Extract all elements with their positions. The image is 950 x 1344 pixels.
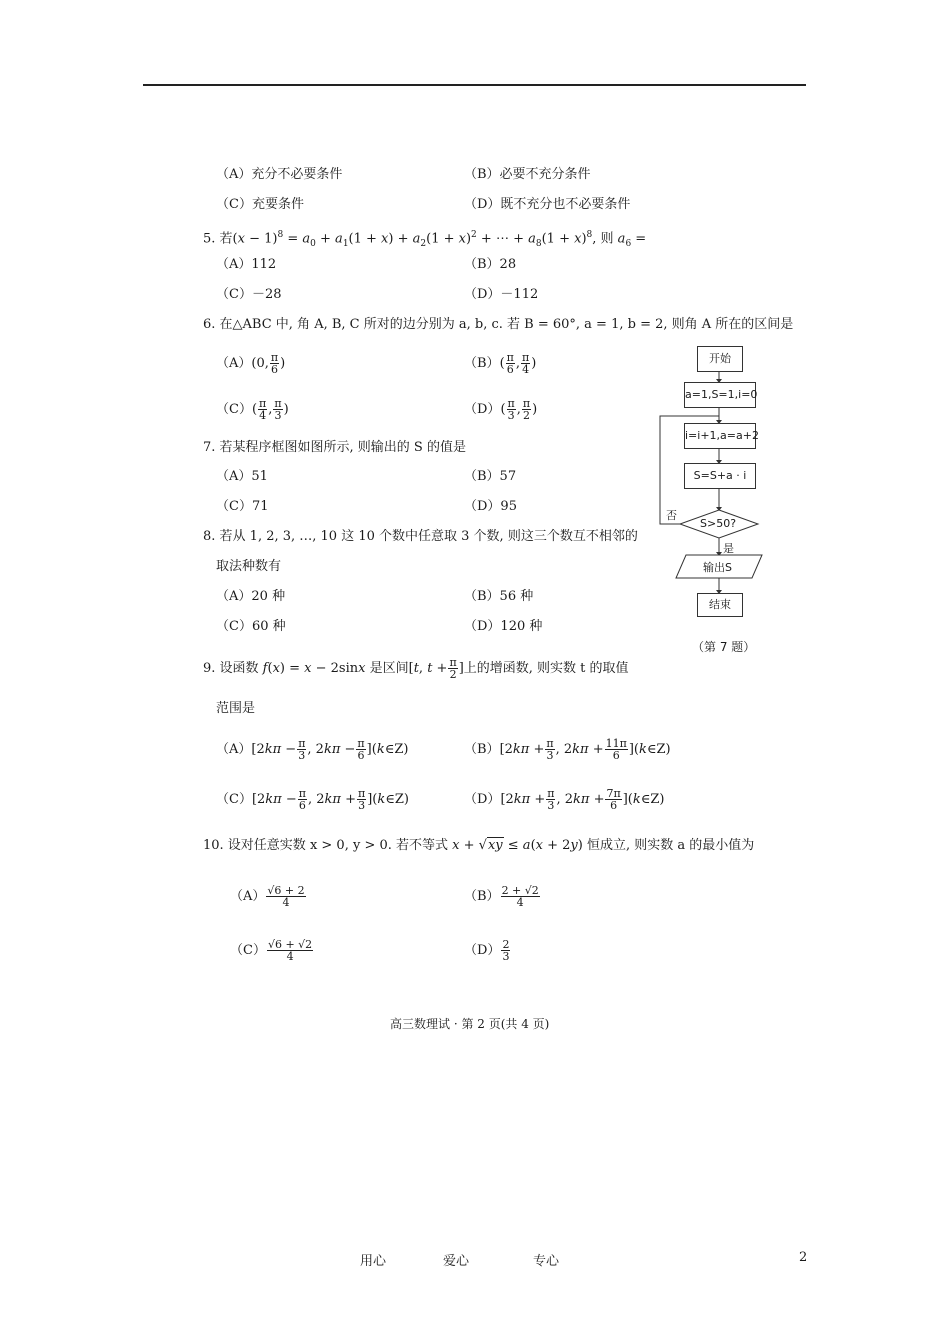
q8-question-line2: 取法种数有 bbox=[216, 559, 282, 574]
q6-question: 6. 在△ABC 中, 角 A, B, C 所对的边分别为 a, b, c. 若 B = 60°, a = 1, b = 2, 则角 A 所在的区间是 bbox=[203, 317, 794, 332]
q5-option-b: （B）28 bbox=[464, 257, 517, 272]
q9-option-a-label: （A） bbox=[216, 742, 252, 757]
q9-option-b: （B）[2kπ + $\frac{\pi}{3}$ , 2kπ + $\frac{11\pi}{6}$ ](k∈Z) bbox=[464, 737, 671, 762]
q6-option-d-label: （D） bbox=[464, 402, 501, 417]
q7-option-c: （C）71 bbox=[216, 499, 269, 514]
q8-option-d: （D）120 种 bbox=[464, 619, 543, 634]
q6-option-b: （B）( $\frac{\pi}{6}$ , $\frac{\pi}{4}$ ) bbox=[464, 351, 537, 376]
bottom-word-3: 专心 bbox=[533, 1254, 560, 1269]
q10-suffix: 恒成立, 则实数 a 的最小值为 bbox=[582, 838, 755, 853]
q7-option-b: （B）57 bbox=[464, 469, 517, 484]
q9-option-a: （A）[2kπ − $\frac{\pi}{3}$ , 2kπ − $\frac{\pi}{6}$ ](k∈Z) bbox=[216, 737, 409, 762]
q5-option-c: （C）－28 bbox=[216, 287, 282, 302]
q9-option-b-label: （B） bbox=[464, 742, 500, 757]
q10-question: 10. 设对任意实数 x > 0, y > 0. 若不等式 x + √xy ≤ a(x + 2y) 恒成立, 则实数 a 的最小值为 bbox=[203, 838, 755, 853]
q9-option-c-label: （C） bbox=[216, 792, 252, 807]
flowchart-output-label: 输出S bbox=[703, 561, 732, 574]
q6-option-c: （C）( $\frac{\pi}{4}$ , $\frac{\pi}{3}$ ) bbox=[216, 397, 289, 422]
q4-option-b: （B）必要不充分条件 bbox=[464, 167, 591, 182]
q5-question: 5. 若$(x - 1)^8 = a_0 + a_1(1 + x) + a_2(1 + x)^2$ + ⋯ + $a_8(1 + x)^8$, 则 $a_6$ = bbox=[203, 230, 647, 249]
q6-option-c-label: （C） bbox=[216, 402, 252, 417]
q10-option-a: （A） $\frac{√6 + 2}{4}$ bbox=[230, 884, 305, 909]
flowchart-step-sum: S=S+a · i bbox=[684, 463, 756, 489]
page-number: 2 bbox=[799, 1250, 808, 1265]
flowchart-end: 结束 bbox=[697, 593, 743, 617]
q10-option-c: （C） $\frac{√6 + √2}{4}$ bbox=[230, 938, 313, 963]
flowchart-init: a=1,S=1,i=0 bbox=[684, 382, 756, 408]
q10-option-a-label: （A） bbox=[230, 889, 266, 904]
q9-question-line2: 范围是 bbox=[216, 701, 256, 716]
q6-option-a-label: （A） bbox=[216, 356, 252, 371]
q10-option-b-label: （B） bbox=[464, 889, 500, 904]
flowchart-no-label: 否 bbox=[666, 509, 677, 522]
q8-option-c: （C）60 种 bbox=[216, 619, 286, 634]
q4-option-c: （C）充要条件 bbox=[216, 197, 304, 212]
q5-prefix: 5. 若 bbox=[203, 231, 233, 247]
q9-question-line1: 9. 设函数 f(x) = x − 2sinx 是区间[t, t + $\frac{\pi}{2}$ ]上的增函数, 则实数 t 的取值 bbox=[203, 656, 629, 681]
q8-option-a: （A）20 种 bbox=[216, 589, 286, 604]
q10-option-d: （D） $\frac{2}{3}$ bbox=[464, 938, 510, 963]
q9-option-d: （D）[2kπ + $\frac{\pi}{3}$ , 2kπ + $\frac{7\pi}{6}$ ](k∈Z) bbox=[464, 787, 665, 812]
page-footer: 高三数理试 · 第 2 页(共 4 页) bbox=[390, 1017, 550, 1031]
q10-prefix: 10. 设对任意实数 x > 0, y > 0. 若不等式 bbox=[203, 838, 453, 853]
q8-question-line1: 8. 若从 1, 2, 3, …, 10 这 10 个数中任意取 3 个数, 则这三个数互不相邻的 bbox=[203, 529, 638, 544]
q7-option-a: （A）51 bbox=[216, 469, 268, 484]
q7-question: 7. 若某程序框图如图所示, 则输出的 S 的值是 bbox=[203, 440, 466, 455]
q9-suffix: 上的增函数, 则实数 t 的取值 bbox=[463, 661, 629, 676]
q6-option-b-label: （B） bbox=[464, 356, 500, 371]
q9-option-d-label: （D） bbox=[464, 792, 501, 807]
q5-option-d: （D）－112 bbox=[464, 287, 539, 302]
q10-option-c-label: （C） bbox=[230, 943, 266, 958]
q6-option-a: （A）(0, $\frac{\pi}{6}$ ) bbox=[216, 351, 286, 376]
header-rule bbox=[143, 84, 806, 86]
flowchart-start: 开始 bbox=[697, 346, 743, 372]
q9-prefix: 9. 设函数 bbox=[203, 661, 263, 676]
q10-option-d-label: （D） bbox=[464, 943, 501, 958]
q8-option-b: （B）56 种 bbox=[464, 589, 534, 604]
q6-option-d: （D）( $\frac{\pi}{3}$ , $\frac{\pi}{2}$ ) bbox=[464, 397, 538, 422]
bottom-word-2: 爱心 bbox=[443, 1254, 470, 1269]
q7-option-d: （D）95 bbox=[464, 499, 517, 514]
q9-mid: 是区间 bbox=[365, 661, 409, 676]
q4-option-d: （D）既不充分也不必要条件 bbox=[464, 197, 631, 212]
flowchart-yes-label: 是 bbox=[723, 542, 734, 555]
flowchart-caption: （第 7 题） bbox=[692, 640, 756, 654]
q4-option-a: （A）充分不必要条件 bbox=[216, 167, 343, 182]
bottom-word-1: 用心 bbox=[360, 1254, 387, 1269]
q9-option-c: （C）[2kπ − $\frac{\pi}{6}$ , 2kπ + $\frac{\pi}{3}$ ](k∈Z) bbox=[216, 787, 409, 812]
flowchart-decision-label: S>50? bbox=[700, 517, 737, 530]
q5-suffix: , 则 bbox=[592, 231, 618, 247]
q10-option-b: （B） $\frac{2 + √2}{4}$ bbox=[464, 884, 539, 909]
flowchart-step-increment: i=i+1,a=a+2 bbox=[684, 423, 756, 449]
q5-option-a: （A）112 bbox=[216, 257, 277, 272]
